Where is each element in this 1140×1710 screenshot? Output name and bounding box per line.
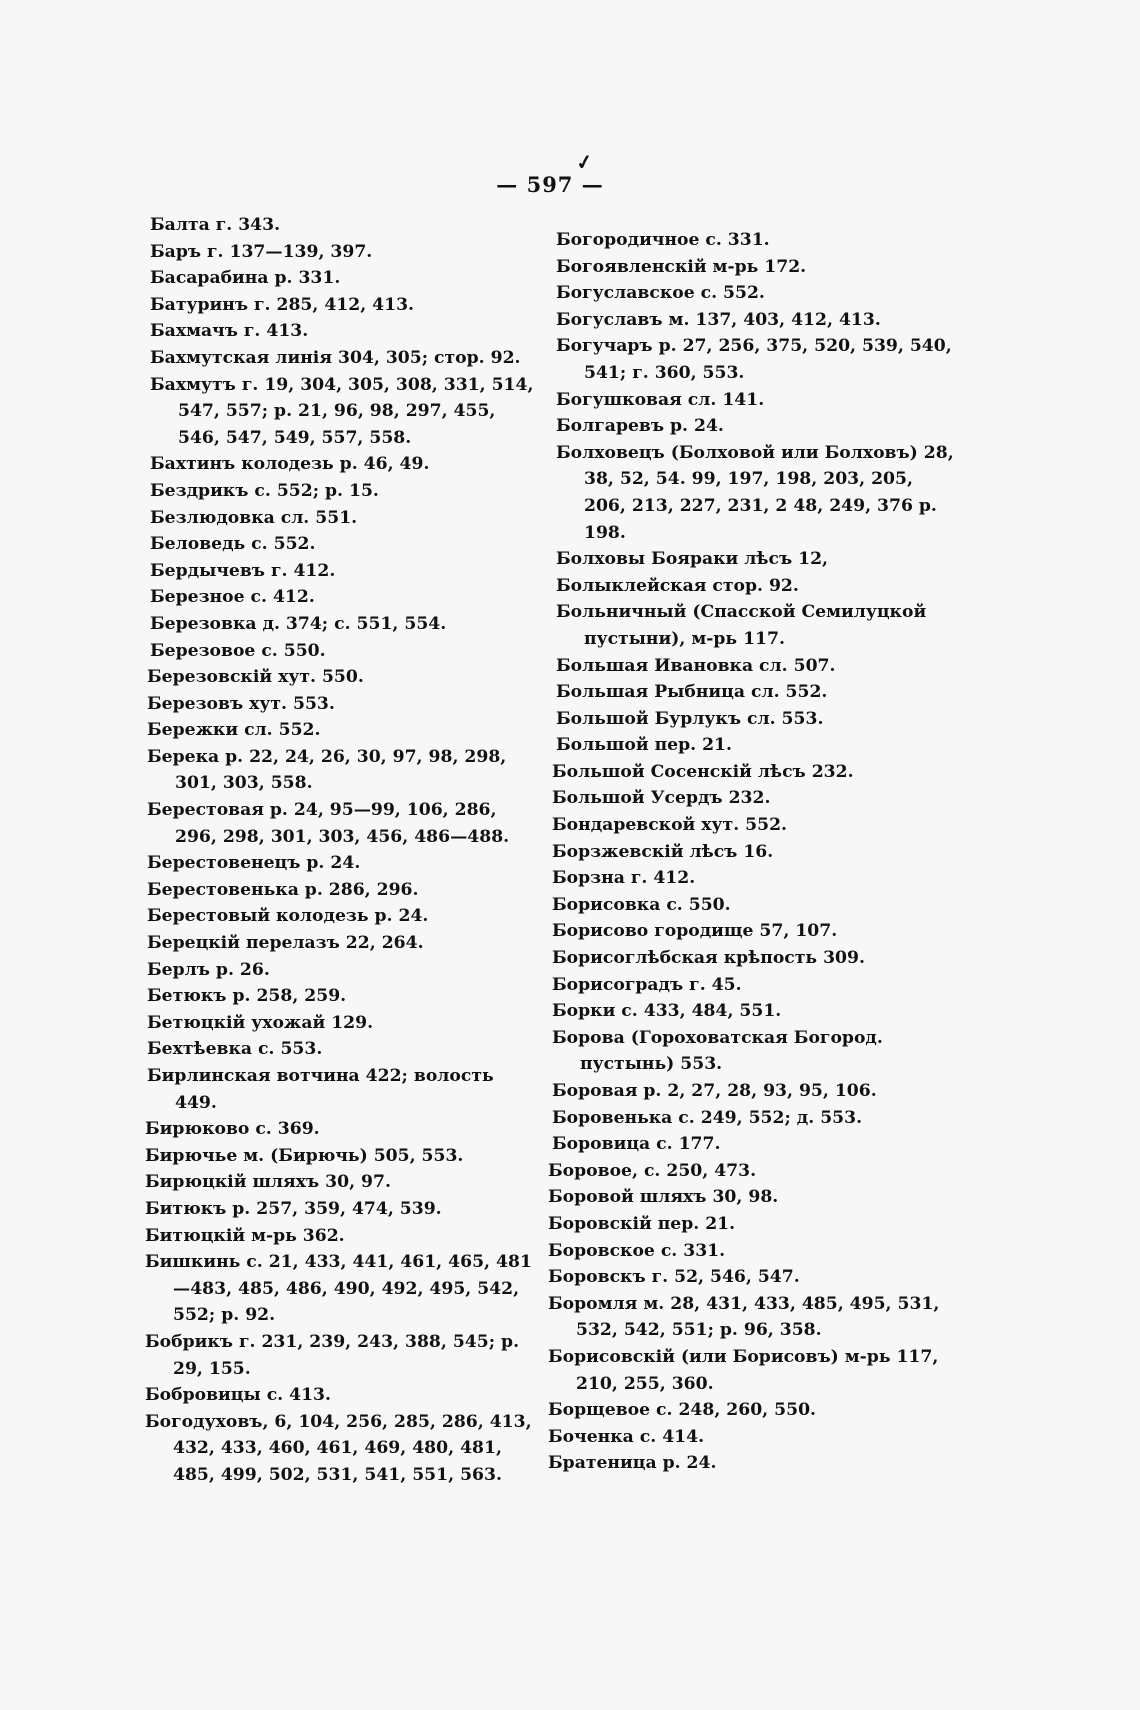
index-entry: Братеница р. 24. bbox=[548, 1453, 717, 1474]
index-entry: Бережки сл. 552. bbox=[147, 720, 321, 741]
index-entry: Борисово городище 57, 107. bbox=[552, 921, 838, 942]
index-entry: Бетюкъ р. 258, 259. bbox=[147, 986, 347, 1007]
index-entry: Бахмутская линія 304, 305; стор. 92. bbox=[150, 347, 521, 368]
index-entry: Бездрикъ с. 552; р. 15. bbox=[150, 480, 379, 501]
index-entry: Боченка с. 414. bbox=[548, 1426, 705, 1447]
index-entry: Бобровицы с. 413. bbox=[145, 1385, 331, 1406]
index-entry: Большой пер. 21. bbox=[556, 735, 733, 756]
index-entry: Батуринъ г. 285, 412, 413. bbox=[150, 294, 415, 315]
index-entry: Березовое с. 550. bbox=[150, 640, 326, 661]
index-entry: Борисовка с. 550. bbox=[552, 894, 731, 915]
index-entry: Болыклейская стор. 92. bbox=[556, 575, 799, 596]
index-entry: Басарабина р. 331. bbox=[150, 268, 341, 289]
index-entry: Баръ г. 137—139, 397. bbox=[150, 241, 373, 262]
index-entry: Борисоградъ г. 45. bbox=[552, 974, 742, 995]
index-entry: Большая Ивановка сл. 507. bbox=[556, 655, 836, 676]
index-entry: Болгаревъ р. 24. bbox=[556, 416, 724, 437]
index-entry: Борзжевскій лѣсъ 16. bbox=[552, 841, 774, 862]
index-entry: Больничный (Спасской Семилуцкой пустыни), м-рь 117. bbox=[556, 602, 927, 649]
index-entry: Богородичное с. 331. bbox=[556, 230, 770, 250]
index-entry: Боровскъ г. 52, 546, 547. bbox=[548, 1267, 800, 1288]
index-entry: Боровое, с. 250, 473. bbox=[548, 1160, 757, 1181]
index-entry: Большой Усердъ 232. bbox=[552, 788, 771, 809]
index-entry: Бахтинъ колодезь р. 46, 49. bbox=[150, 454, 430, 475]
page-number: — 597 — bbox=[496, 172, 604, 197]
index-entry: Беловедь с. 552. bbox=[150, 534, 316, 555]
index-entry: Бирючье м. (Бирючь) 505, 553. bbox=[145, 1145, 464, 1166]
index-entry: Борзна г. 412. bbox=[552, 868, 696, 889]
index-entry: Битюкъ р. 257, 359, 474, 539. bbox=[145, 1198, 442, 1219]
index-entry: Березовскій хут. 550. bbox=[147, 667, 364, 688]
index-entry: Боровая р. 2, 27, 28, 93, 95, 106. bbox=[552, 1081, 877, 1101]
index-entry: Богоявленскій м-рь 172. bbox=[556, 256, 807, 277]
index-entry: Бирюцкій шляхъ 30, 97. bbox=[145, 1172, 391, 1193]
index-entry: Бирлинская вотчина 422; волость 449. bbox=[147, 1066, 494, 1113]
index-entry: Берестовый колодезь р. 24. bbox=[147, 906, 429, 927]
index-entry: Бахмачъ г. 413. bbox=[150, 321, 309, 342]
index-entry: Балта г. 343. bbox=[150, 215, 281, 235]
index-entry: Болховы Бояраки лѣсъ 12, bbox=[556, 549, 829, 570]
index-entry: Борщевое с. 248, 260, 550. bbox=[548, 1400, 817, 1421]
index-entry: Берестовенька р. 286, 296. bbox=[147, 879, 419, 900]
index-entry: Битюцкій м-рь 362. bbox=[145, 1225, 345, 1246]
index-entry: Богушковая сл. 141. bbox=[556, 389, 765, 410]
index-entry: Берека р. 22, 24, 26, 30, 97, 98, 298, 301, 303, 558. bbox=[147, 746, 507, 794]
index-entry: Бехтѣевка с. 553. bbox=[147, 1039, 323, 1060]
index-entry: Богуславское с. 552. bbox=[556, 283, 765, 304]
index-entry: Бахмутъ г. 19, 304, 305, 308, 331, 514, 547, 557; р. 21, 96, 98, 297, 455, 546, 547, 549, 557, 558. bbox=[150, 374, 534, 448]
index-entry: Бишкинь с. 21, 433, 441, 461, 465, 481—483, 485, 486, 490, 492, 495, 542, 552; р. 92. bbox=[145, 1252, 532, 1326]
index-entry: Борки с. 433, 484, 551. bbox=[552, 1001, 782, 1022]
index-entry: Бетюцкій ухожай 129. bbox=[147, 1012, 374, 1033]
index-entry: Березовъ хут. 553. bbox=[147, 693, 335, 714]
index-entry: Борисовскій (или Борисовъ) м-рь 117, 210, 255, 360. bbox=[548, 1346, 939, 1394]
index-entry: Бирюково с. 369. bbox=[145, 1119, 320, 1140]
index-entry: Боровица с. 177. bbox=[552, 1134, 721, 1155]
index-entry: Бобрикъ г. 231, 239, 243, 388, 545; р. 29, 155. bbox=[145, 1331, 520, 1379]
index-entry: Бондаревской хут. 552. bbox=[552, 815, 788, 836]
index-entry: Боровой шляхъ 30, 98. bbox=[548, 1187, 779, 1208]
index-entry: Большой Сосенскій лѣсъ 232. bbox=[552, 761, 854, 782]
index-entry: Боровенька с. 249, 552; д. 553. bbox=[552, 1107, 863, 1128]
index-entry: Берлъ р. 26. bbox=[147, 959, 270, 980]
index-entry: Болховецъ (Болховой или Болховъ) 28, 38, 52, 54. 99, 197, 198, 203, 205, 206, 213, 227, 231, 2 48, 249, 376 р. 198. bbox=[556, 442, 954, 543]
index-column-right bbox=[548, 227, 958, 1477]
index-entry: Богодуховъ, 6, 104, 256, 285, 286, 413, 432, 433, 460, 461, 469, 480, 481, 485, 499, 502, 531, 541, 551, 563. bbox=[145, 1411, 532, 1485]
index-entry: Берестовенецъ р. 24. bbox=[147, 853, 361, 874]
index-entry: Борисоглѣбская крѣпость 309. bbox=[552, 948, 865, 969]
index-entry: Берестовая р. 24, 95—99, 106, 286, 296, 298, 301, 303, 456, 486—488. bbox=[147, 800, 510, 847]
index-entry: Бердычевъ г. 412. bbox=[150, 560, 336, 581]
index-entry: Богучаръ р. 27, 256, 375, 520, 539, 540, 541; г. 360, 553. bbox=[556, 336, 952, 383]
index-entry: Боровское с. 331. bbox=[548, 1240, 726, 1261]
check-mark: ✓ bbox=[574, 148, 595, 176]
index-entry: Большая Рыбница сл. 552. bbox=[556, 682, 828, 703]
index-entry: Безлюдовка сл. 551. bbox=[150, 507, 358, 528]
index-entry: Боромля м. 28, 431, 433, 485, 495, 531, 532, 542, 551; р. 96, 358. bbox=[548, 1293, 940, 1341]
index-entry: Борова (Гороховатская Богород. пустынь) 553. bbox=[552, 1027, 883, 1075]
index-entry: Березное с. 412. bbox=[150, 587, 315, 608]
index-entry: Большой Бурлукъ сл. 553. bbox=[556, 708, 824, 729]
index-column-left bbox=[145, 212, 538, 1489]
index-entry: Богуславъ м. 137, 403, 412, 413. bbox=[556, 309, 881, 330]
index-entry: Берецкій перелазъ 22, 264. bbox=[147, 933, 424, 954]
index-entry: Боровскій пер. 21. bbox=[548, 1213, 736, 1234]
index-entry: Березовка д. 374; с. 551, 554. bbox=[150, 613, 447, 634]
